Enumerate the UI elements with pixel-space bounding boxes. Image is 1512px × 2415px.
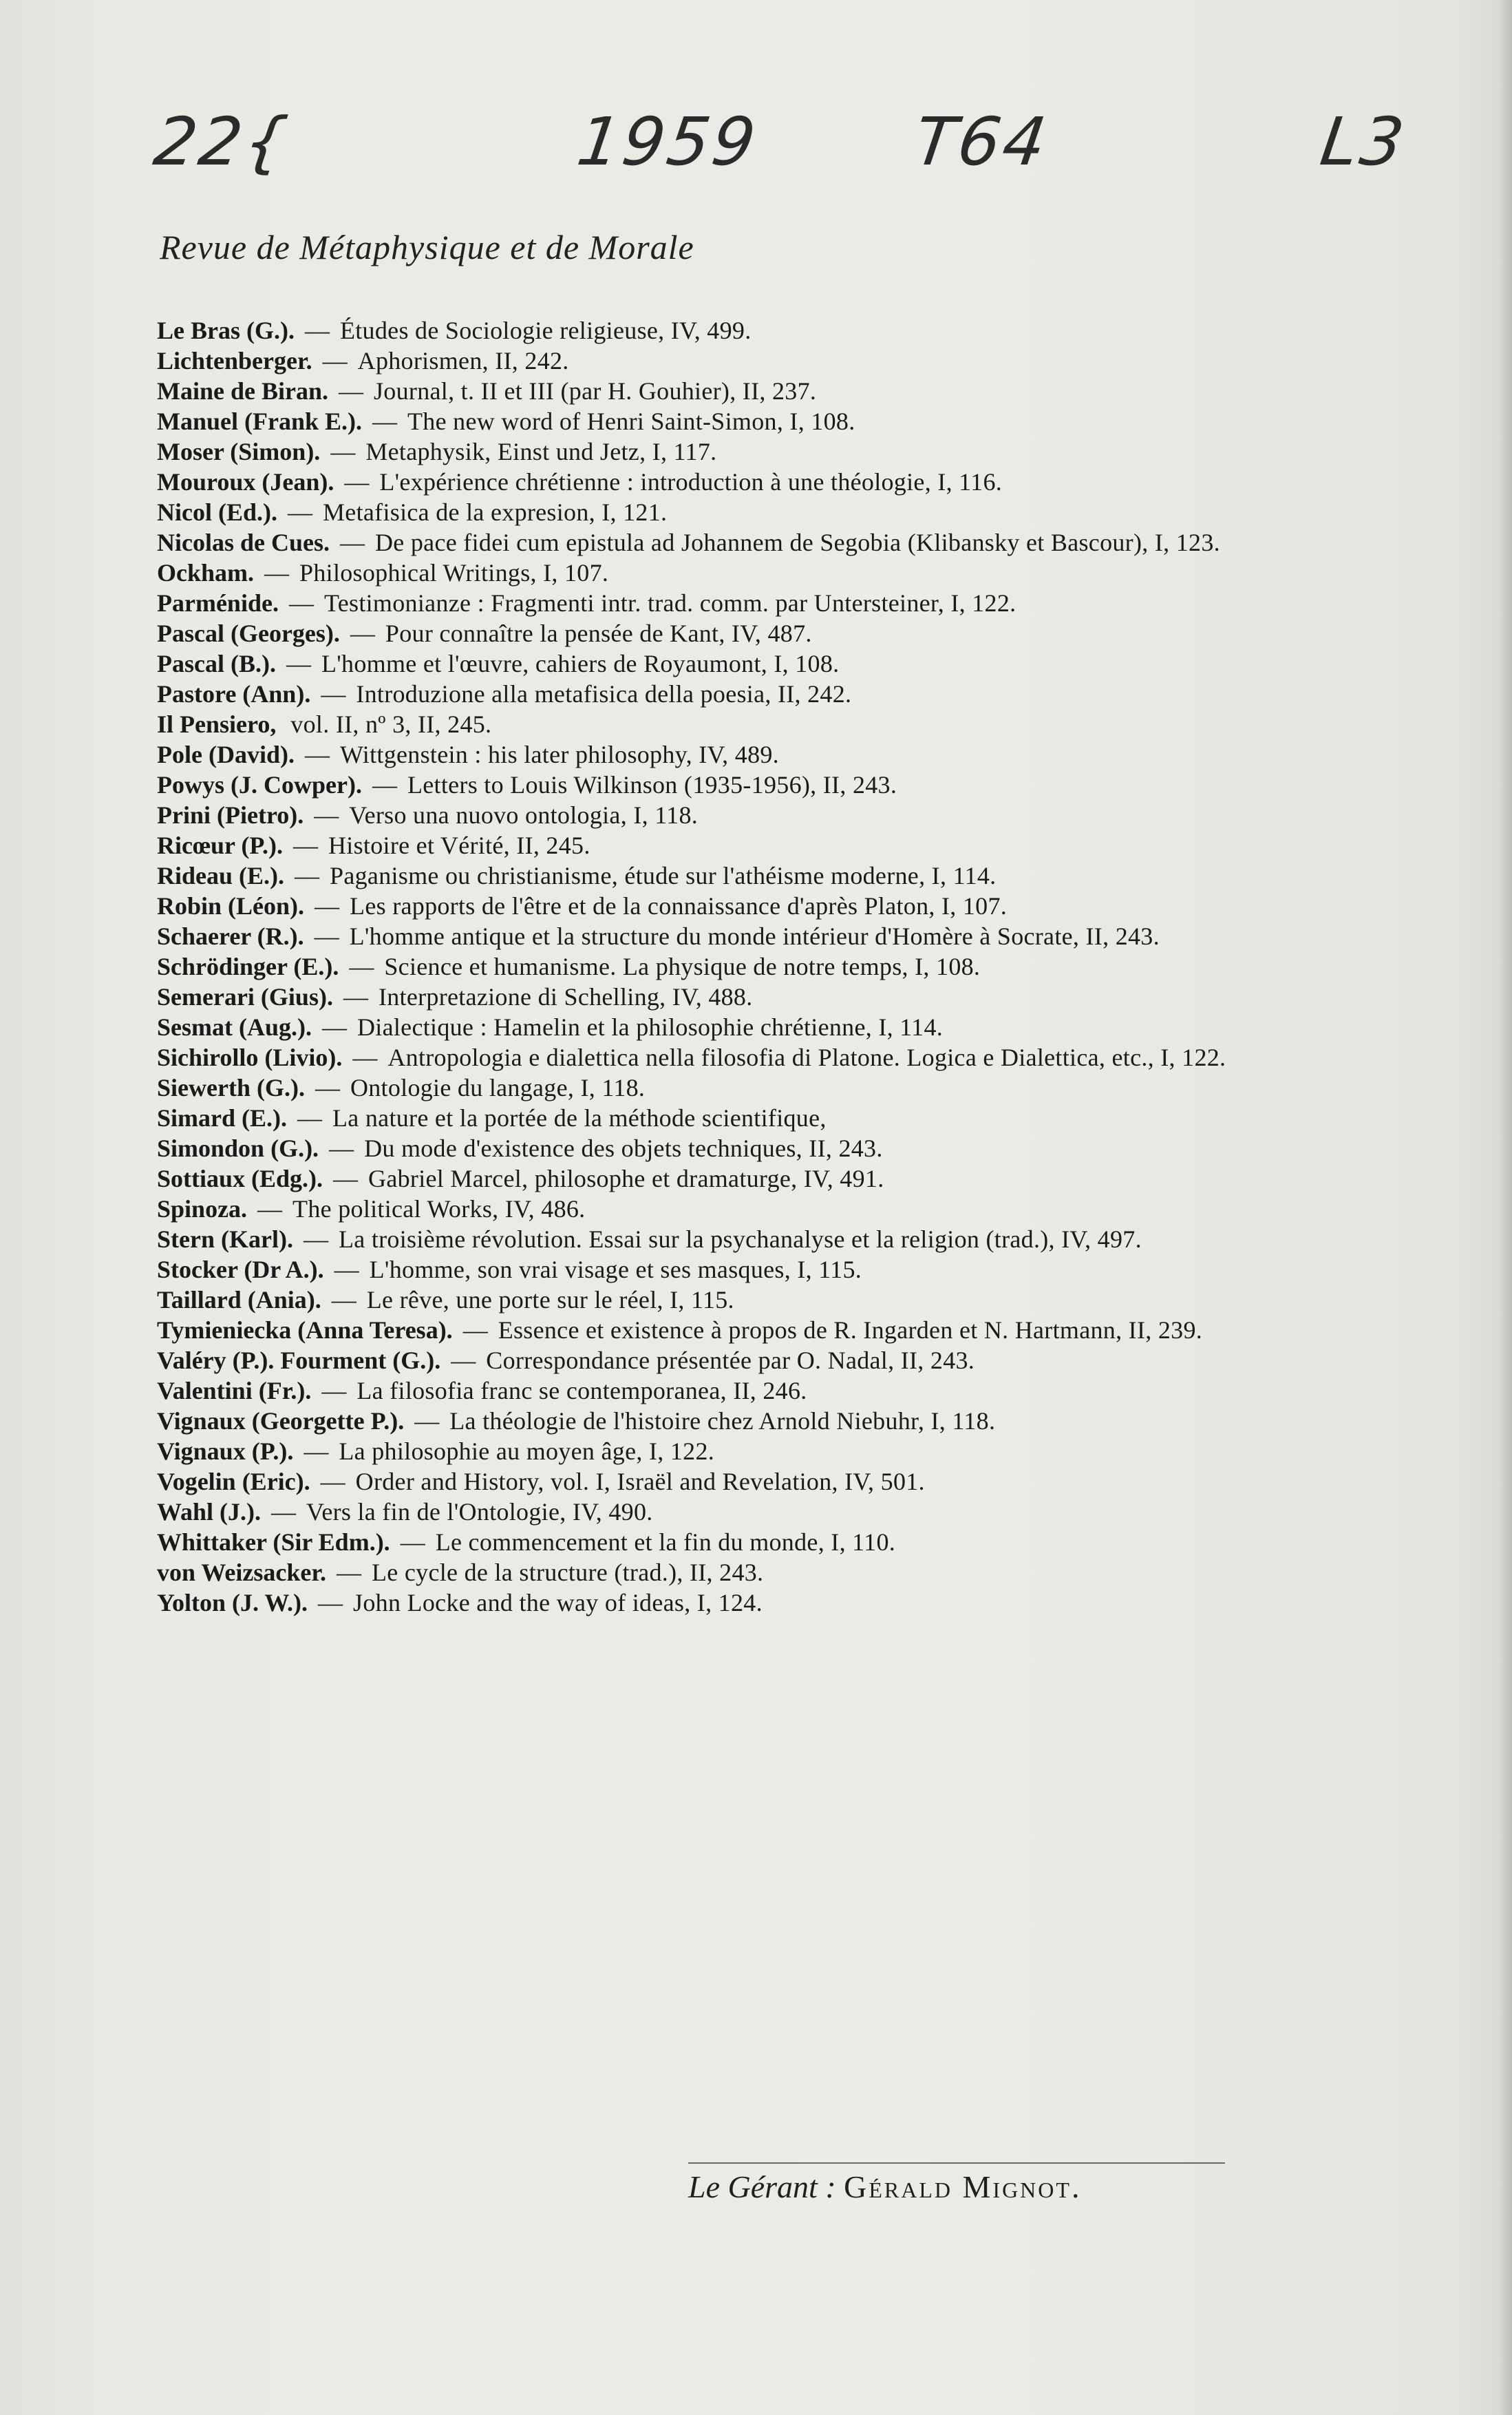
entry-title: Metafisica de la expresion, I, 121. <box>323 498 668 526</box>
entry-title: L'homme, son vrai visage et ses masques, I, 115. <box>369 1256 862 1283</box>
entry-author: Stocker (Dr A.). <box>157 1256 324 1283</box>
list-item <box>157 891 1451 921</box>
entry-author: Mouroux (Jean). <box>157 468 334 496</box>
entry-author: Le Bras (G.). <box>157 317 295 344</box>
entry-title: Pour connaître la pensée de Kant, IV, 487. <box>385 620 812 647</box>
entry-title: Correspondance présentée par O. Nadal, II, 243. <box>486 1347 975 1374</box>
list-item <box>157 830 1451 861</box>
entry-author: Parménide. <box>157 589 279 617</box>
list-item <box>157 527 1451 558</box>
entry-author: Valentini (Fr.). <box>157 1377 312 1404</box>
list-item <box>157 951 1451 982</box>
list-item <box>157 1194 1451 1224</box>
list-item <box>157 497 1451 527</box>
entry-separator: — <box>308 922 345 950</box>
entry-separator: — <box>316 347 354 375</box>
entry-separator: — <box>323 1135 361 1162</box>
entry-separator: — <box>291 1104 328 1132</box>
entry-title: Histoire et Vérité, II, 245. <box>328 832 590 859</box>
list-item <box>157 376 1451 406</box>
entry-title: La nature et la portée de la méthode scientifique, <box>332 1104 827 1132</box>
page-edge-shadow <box>1500 0 1512 2415</box>
entry-title: Wittgenstein : his later philosophy, IV, 489. <box>339 741 779 768</box>
entry-author: Nicol (Ed.). <box>157 498 277 526</box>
entry-separator: — <box>288 862 326 889</box>
entry-separator: — <box>343 953 381 980</box>
entry-title: Vers la fin de l'Ontologie, IV, 490. <box>306 1498 653 1526</box>
entry-separator: — <box>251 1195 289 1223</box>
entry-author: Simard (E.). <box>157 1104 287 1132</box>
entry-separator: — <box>334 529 371 556</box>
entry-separator: — <box>365 771 403 799</box>
list-item <box>157 800 1451 830</box>
list-item <box>157 1588 1451 1618</box>
entry-separator: — <box>297 1437 335 1465</box>
list-item <box>157 467 1451 497</box>
entry-separator: — <box>328 1256 365 1283</box>
entry-author: Rideau (E.). <box>157 862 285 889</box>
entry-title: Du mode d'existence des objets techniques, II, 243. <box>364 1135 883 1162</box>
entry-title: Dialectique : Hamelin et la philosophie chrétienne, I, 114. <box>356 1013 944 1041</box>
entry-author: Robin (Léon). <box>157 892 305 920</box>
list-item <box>157 1133 1451 1163</box>
entry-author: Lichtenberger. <box>157 347 312 375</box>
entry-separator: — <box>325 1286 363 1314</box>
entry-title: L'homme antique et la structure du monde intérieur d'Homère à Socrate, II, 243. <box>349 922 1160 950</box>
list-item <box>157 1103 1451 1133</box>
entry-author: Siewerth (G.). <box>157 1074 305 1101</box>
entry-separator: — <box>298 741 336 768</box>
entry-separator: — <box>315 1377 353 1404</box>
list-item <box>157 770 1451 800</box>
entry-author: Sichirollo (Livio). <box>157 1044 343 1071</box>
list-item <box>157 679 1451 709</box>
list-item <box>157 1254 1451 1285</box>
entry-separator: — <box>338 468 376 496</box>
list-item <box>157 1466 1451 1497</box>
list-item <box>157 648 1451 679</box>
handwritten-annotation-3: T64 <box>910 103 1054 180</box>
entry-title: Le cycle de la structure (trad.), II, 243. <box>372 1559 764 1586</box>
entry-author: Sesmat (Aug.). <box>157 1013 312 1041</box>
entry-author: von Weizsacker. <box>157 1559 327 1586</box>
list-item <box>157 1436 1451 1466</box>
entry-title: Gabriel Marcel, philosophe et dramaturge, IV, 491. <box>368 1165 884 1192</box>
entry-title: Letters to Louis Wilkinson (1935-1956), II, 243. <box>407 771 897 799</box>
entry-author: Moser (Simon). <box>157 438 321 465</box>
entry-author: Pascal (Georges). <box>157 620 340 647</box>
list-item <box>157 1224 1451 1254</box>
entry-title: John Locke and the way of ideas, I, 124. <box>353 1589 763 1616</box>
entry-title: Aphorismen, II, 242. <box>357 347 569 375</box>
entry-separator: — <box>279 650 317 677</box>
entry-separator: — <box>324 438 362 465</box>
entry-author: Il Pensiero, <box>157 710 277 738</box>
list-item <box>157 1073 1451 1103</box>
entry-separator: — <box>330 1559 368 1586</box>
entry-separator: — <box>314 1468 352 1495</box>
handwritten-annotation-4: L3 <box>1316 103 1412 180</box>
entry-author: Schaerer (R.). <box>157 922 304 950</box>
list-item <box>157 1163 1451 1194</box>
entry-title: Verso una nuovo ontologia, I, 118. <box>349 801 699 829</box>
entry-title: Ontologie du langage, I, 118. <box>350 1074 646 1101</box>
entry-author: Maine de Biran. <box>157 377 328 405</box>
list-item <box>157 1527 1451 1557</box>
list-item <box>157 861 1451 891</box>
entry-separator: — <box>297 1225 334 1253</box>
list-item <box>157 558 1451 588</box>
list-item <box>157 1557 1451 1588</box>
entry-author: Manuel (Frank E.). <box>157 408 363 435</box>
entry-title: Interpretazione di Schelling, IV, 488. <box>378 983 753 1011</box>
list-item <box>157 1497 1451 1527</box>
entry-author: Pascal (B.). <box>157 650 276 677</box>
list-item <box>157 315 1451 346</box>
entry-separator: — <box>332 377 370 405</box>
entry-title: Metaphysik, Einst und Jetz, I, 117. <box>365 438 717 465</box>
list-item <box>157 1375 1451 1406</box>
entry-separator: — <box>337 983 374 1011</box>
list-item <box>157 1345 1451 1375</box>
journal-title: Revue de Métaphysique et de Morale <box>160 228 694 266</box>
entry-separator: — <box>343 620 381 647</box>
entry-author: Sottiaux (Edg.). <box>157 1165 323 1192</box>
list-item <box>157 1315 1451 1345</box>
entry-title: Order and History, vol. I, Israël and Revelation, IV, 501. <box>355 1468 925 1495</box>
list-item <box>157 739 1451 770</box>
entry-title: La théologie de l'histoire chez Arnold Niebuhr, I, 118. <box>449 1407 996 1435</box>
entry-author: Schrödinger (E.). <box>157 953 339 980</box>
entry-author: Yolton (J. W.). <box>157 1589 308 1616</box>
list-item <box>157 406 1451 436</box>
list-item <box>157 1406 1451 1436</box>
entry-author: Prini (Pietro). <box>157 801 304 829</box>
entry-separator: — <box>308 801 345 829</box>
list-item <box>157 709 1451 739</box>
entry-author: Whittaker (Sir Edm.). <box>157 1528 390 1556</box>
entry-title: Essence et existence à propos de R. Ingarden et N. Hartmann, II, 239. <box>498 1316 1203 1344</box>
entry-title: The new word of Henri Saint-Simon, I, 108. <box>407 408 855 435</box>
entry-separator: — <box>281 498 319 526</box>
entry-title: Le rêve, une porte sur le réel, I, 115. <box>366 1286 734 1314</box>
entry-separator: — <box>394 1528 432 1556</box>
entry-separator: — <box>346 1044 384 1071</box>
entry-title: La troisième révolution. Essai sur la psychanalyse et la religion (trad.), IV, 497. <box>338 1225 1142 1253</box>
list-item <box>157 1042 1451 1073</box>
entry-title: De pace fidei cum epistula ad Johannem de Segobia (Klibansky et Bascour), I, 123. <box>375 529 1220 556</box>
entry-author: Vogelin (Eric). <box>157 1468 310 1495</box>
entry-separator: — <box>308 1074 346 1101</box>
entry-author: Simondon (G.). <box>157 1135 319 1162</box>
entry-title: La philosophie au moyen âge, I, 122. <box>339 1437 715 1465</box>
entry-separator: — <box>445 1347 482 1374</box>
entry-author: Nicolas de Cues. <box>157 529 330 556</box>
entry-author: Ockham. <box>157 559 255 587</box>
list-item <box>157 618 1451 648</box>
entry-author: Valéry (P.). Fourment (G.). <box>157 1347 441 1374</box>
entry-title: L'expérience chrétienne : introduction à une théologie, I, 116. <box>379 468 1003 496</box>
entry-author: Powys (J. Cowper). <box>157 771 362 799</box>
entry-separator <box>280 710 286 738</box>
signature-role: Le Gérant : <box>688 2169 836 2204</box>
entry-author: Tymieniecka (Anna Teresa). <box>157 1316 453 1344</box>
entry-separator: — <box>312 1589 350 1616</box>
entry-separator: — <box>366 408 404 435</box>
entry-author: Ricœur (P.). <box>157 832 283 859</box>
list-item <box>157 1285 1451 1315</box>
signature-rule <box>688 2162 1225 2164</box>
bibliography-list <box>157 315 1451 1618</box>
entry-title: Paganisme ou christianisme, étude sur l'athéisme moderne, I, 114. <box>330 862 997 889</box>
entry-separator: — <box>258 559 296 587</box>
entry-author: Vignaux (P.). <box>157 1437 294 1465</box>
entry-separator: — <box>265 1498 303 1526</box>
list-item <box>157 982 1451 1012</box>
entry-title: vol. II, nº 3, II, 245. <box>290 710 492 738</box>
entry-title: Science et humanisme. La physique de notre temps, I, 108. <box>384 953 981 980</box>
entry-separator: — <box>282 589 320 617</box>
signature-name: Gérald Mignot. <box>844 2169 1082 2204</box>
entry-title: Testimonianze : Fragmenti intr. trad. comm. par Untersteiner, I, 122. <box>323 589 1016 617</box>
entry-title: Journal, t. II et III (par H. Gouhier), II, 237. <box>374 377 817 405</box>
entry-title: Antropologia e dialettica nella filosofia di Platone. Logica e Dialettica, etc., I, 122. <box>387 1044 1226 1071</box>
entry-separator: — <box>456 1316 494 1344</box>
list-item <box>157 1012 1451 1042</box>
entry-author: Stern (Karl). <box>157 1225 293 1253</box>
entry-separator: — <box>315 1013 353 1041</box>
entry-separator: — <box>327 1165 365 1192</box>
entry-title: The political Works, IV, 486. <box>292 1195 586 1223</box>
handwritten-annotation-2: 1959 <box>573 103 763 180</box>
entry-author: Pole (David). <box>157 741 295 768</box>
entry-author: Taillard (Ania). <box>157 1286 321 1314</box>
entry-title: Les rapports de l'être et de la connaissance d'après Platon, I, 107. <box>350 892 1008 920</box>
handwritten-annotation-1: 22{ <box>149 103 295 180</box>
entry-separator: — <box>315 680 352 708</box>
entry-author: Wahl (J.). <box>157 1498 262 1526</box>
entry-separator: — <box>287 832 324 859</box>
entry-author: Vignaux (Georgette P.). <box>157 1407 405 1435</box>
entry-title: Études de Sociologie religieuse, IV, 499. <box>339 317 752 344</box>
entry-author: Semerari (Gius). <box>157 983 333 1011</box>
entry-separator: — <box>298 317 336 344</box>
entry-title: L'homme et l'œuvre, cahiers de Royaumont, I, 108. <box>321 650 840 677</box>
list-item <box>157 436 1451 467</box>
entry-separator: — <box>408 1407 446 1435</box>
signature <box>688 2169 1081 2205</box>
list-item <box>157 346 1451 376</box>
entry-title: Le commencement et la fin du monde, I, 110. <box>435 1528 896 1556</box>
entry-title: La filosofia franc se contemporanea, II, 246. <box>356 1377 807 1404</box>
entry-title: Philosophical Writings, I, 107. <box>299 559 609 587</box>
entry-author: Spinoza. <box>157 1195 248 1223</box>
entry-title: Introduzione alla metafisica della poesia, II, 242. <box>356 680 852 708</box>
entry-separator: — <box>308 892 346 920</box>
entry-author: Pastore (Ann). <box>157 680 311 708</box>
list-item <box>157 588 1451 618</box>
list-item <box>157 921 1451 951</box>
